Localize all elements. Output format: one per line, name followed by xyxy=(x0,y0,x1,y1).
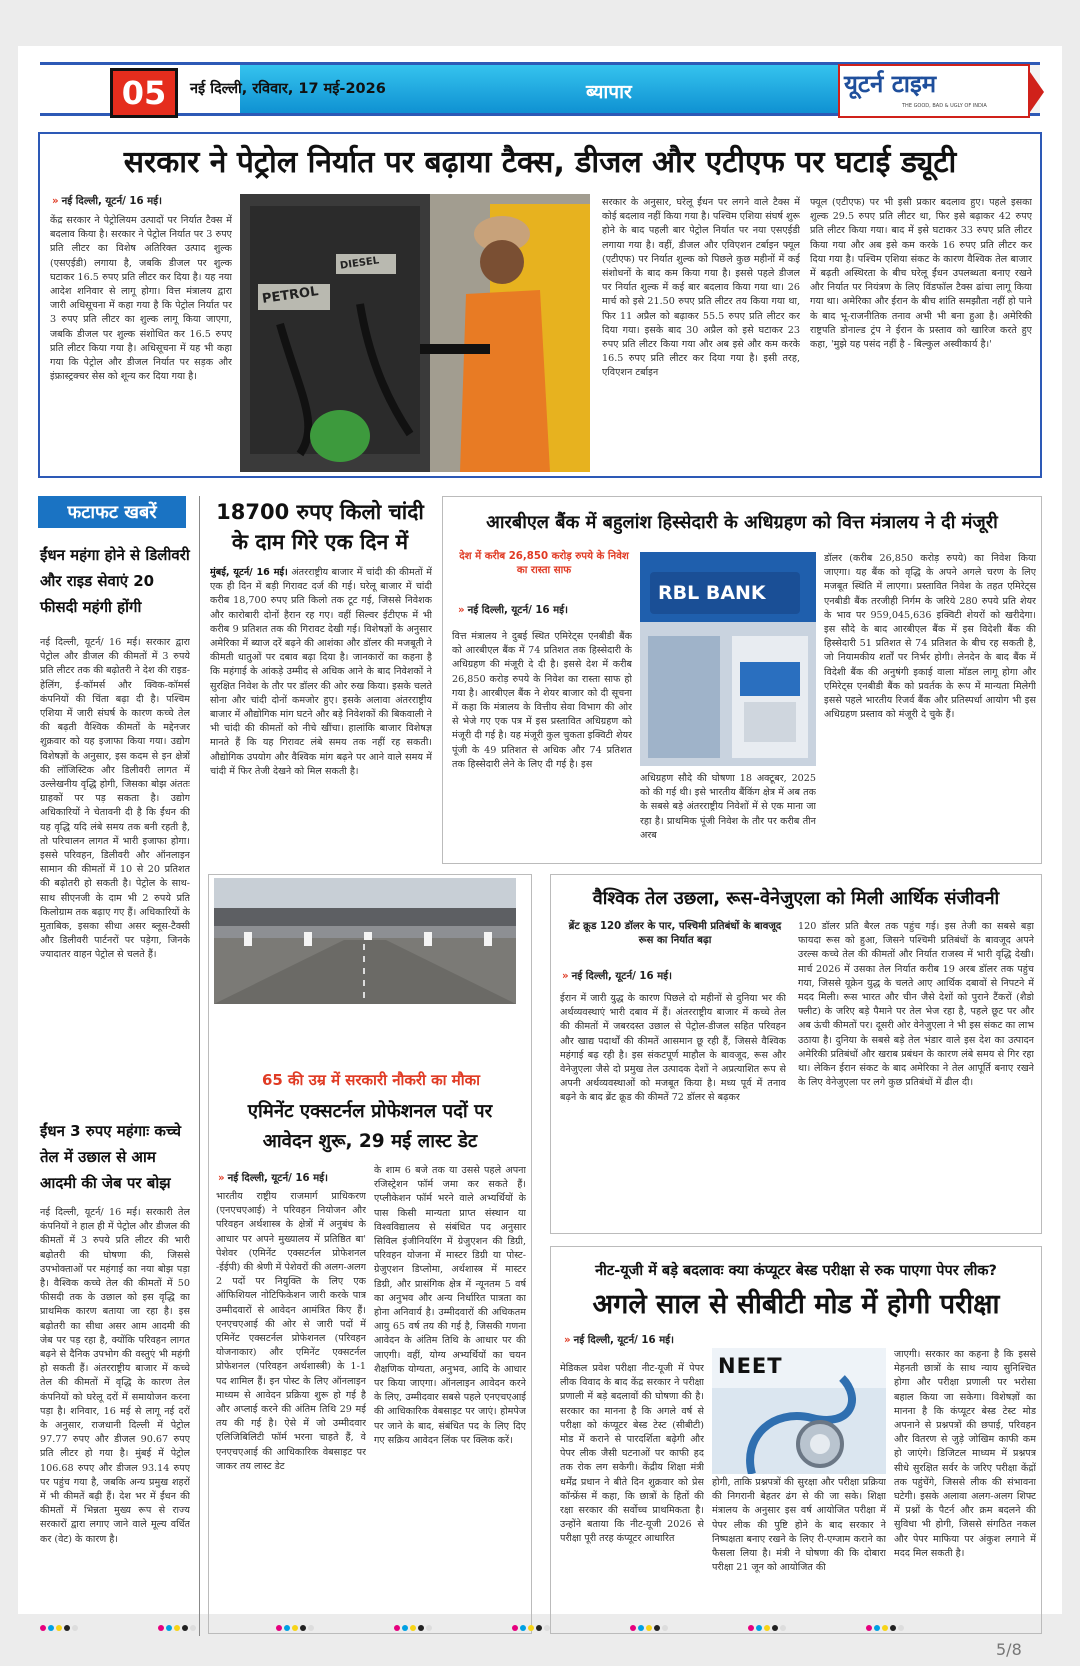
rbl-dateline xyxy=(458,602,568,616)
page-number-badge xyxy=(110,68,178,118)
registration-marks-3 xyxy=(276,1625,314,1631)
neet-headline: अगले साल से सीबीटी मोड में होगी परीक्षा xyxy=(592,1289,1000,1320)
logo-tagline: THE GOOD, BAD & UGLY OF INDIA xyxy=(902,103,987,109)
nhai-col-2: के शाम 6 बजे तक या उससे पहले अपना रजिस्ट्रेशन फॉर्म जमा कर सकते हैं। एप्लीकेशन फॉर्म भरने वाले अभ्यर्थियों के पास किसी मान्यता प्राप्त संस्थान या विश्वविद्यालय से संबंधित पद अनुसार सिविल इंजीनियरिंग में ग्रेजुएशन की डिग्री, परिवहन योजना में मास्टर डिग्री या पोस्ट-ग्रेजुएशन डिप्लोमा, अर्थशास्त्र में मास्टर डिग्री, और प्रासंगिक क्षेत्र में न्यूनतम 5 वर्ष का अनुभव और अन्य निर्धारित पात्रता का होना अनिवार्य है। उम्मीदवारों की अधिकतम आयु 65 वर्ष तय की गई है, जिसकी गणना आवेदन के अंतिम तिथि के आधार पर की जाएगी। वहीं, योग्य अभ्यर्थियों का चयन शैक्षणिक योग्यता, अनुभव, आदि के आधार पर किया जाएगा। ऑनलाइन आवेदन करने के लिए, उम्मीदवार सबसे पहले एनएचएआई की आधिकारिक वेबसाइट पर जाएं। होमपेज पर जाने के बाद, संबंधित पद के लिए दिए गए सक्रिय आवेदन लिंक पर क्लिक करें। xyxy=(374,1165,526,1446)
logo-arrow xyxy=(1030,72,1044,112)
fatafat-story-2-headline: ईंधन 3 रुपए महंगाः कच्चे तेल में उछाल से आम आदमी की जेब पर बोझ xyxy=(40,1122,182,1192)
page-indicator: 5/8 xyxy=(996,1640,1022,1659)
oil-col-2: 120 डॉलर प्रति बैरल तक पहुंच गई। इस तेजी का सबसे बड़ा फायदा रूस को हुआ, जिसने पश्चिमी प्रतिबंधों के बावजूद अपने उरल्स कच्चे तेल की कीमतों और निर्यात राजस्व में भारी वृद्धि देखी। मार्च 2026 में उसका तेल निर्यात करीब 19 अरब डॉलर तक पहुंच गया, जिससे यूक्रेन युद्ध के चलते आए आर्थिक दबावों से निपटने में मदद मिली। रूस भारत और चीन जैसे देशों को पुराने टैंकरों (शैडो फ्लीट) के जरिए बड़े पैमाने पर तेल भेज रहा है, पहले छूट पर और अब ऊंची कीमतों पर। दूसरी ओर वेनेजुएला ने भी इस संकट का लाभ उठाया है। दुनिया के सबसे बड़े तेल भंडार वाले इस देश का उत्पादन अमेरिकी प्रतिबंधों और खराब प्रबंधन के कारण लंबे समय से गिर रहा था। लेकिन ईरान संकट के बाद अमेरिका ने तेल आपूर्ति बनाए रखने के लिए वेनेजुएला पर लगे कुछ प्रतिबंधों में ढील दी। xyxy=(798,921,1034,1089)
rbl-col-2: अधिग्रहण सौदे की घोषणा 18 अक्टूबर, 2025 को की गई थी। इसे भारतीय बैंकिंग क्षेत्र में अब तक के सबसे बड़े अंतरराष्ट्रीय निवेशों में से एक माना जा रहा है। प्राथमिक पूंजी निवेश के तौर पर करीब तीन अरब xyxy=(640,773,816,841)
registration-marks-4 xyxy=(394,1625,432,1631)
fatafat-story-2-text: नई दिल्ली, यूटर्न/ 16 मई। सरकारी तेल कंपनियों ने हाल ही में पेट्रोल और डीजल की कीमतों में 3 रुपये प्रति लीटर की भारी बढ़ोतरी की घोषणा की, जिससे उपभोक्ताओं पर महंगाई का नया बोझ पड़ा है। वैश्विक कच्चे तेल की कीमतों में 50 फीसदी तक के उछाल को इस वृद्धि का प्राथमिक कारण बताया जा रहा है। इस बढ़ोतरी का सीधा असर आम आदमी की जेब पर पड़ रहा है, क्योंकि परिवहन लागत बढ़ने से दैनिक उपभोग की वस्तुएं भी महंगी हो सकती हैं। अंतरराष्ट्रीय बाजार में कच्चे तेल की कीमतों में वृद्धि के कारण तेल कंपनियों को घरेलू दरों में समायोजन करना पड़ा है। शनिवार, 16 मई से लागू नई दरों के अनुसार, राजधानी दिल्ली में पेट्रोल 97.77 रुपए और डीजल 90.67 रुपए प्रति लीटर हो गया है। मुंबई में पेट्रोल 106.68 रुपए और डीजल 93.14 रुपए पर पहुंच गया है, जबकि अन्य प्रमुख शहरों में भी कीमतें बढ़ी हैं। देश भर में ईंधन की कीमतों में भिन्नता मुख्य रूप से राज्य सरकारों द्वारा लगाए जाने वाले मूल्य वर्धित कर (वेट) के कारण है। xyxy=(40,1207,190,1545)
oil-dateline-text: नई दिल्ली, यूटर्न/ 16 मई। xyxy=(571,971,673,982)
neet-col-1: मेडिकल प्रवेश परीक्षा नीट-यूजी में पेपर लीक विवाद के बाद केंद्र सरकार ने परीक्षा प्रणाली में बड़े बदलावों की घोषणा की है। सरकार का मानना है कि अगले वर्ष से परीक्षा को कंप्यूटर बेस्ड टेस्ट (सीबीटी) मोड में कराने से पारदर्शिता बढ़ेगी और पेपर लीक जैसी घटनाओं पर काफी हद तक रोक लग सकेगी। केंद्रीय शिक्षा मंत्री धर्मेंद्र प्रधान ने बीते दिन शुक्रवार को प्रेस कॉन्फ्रेंस में कहा, कि छात्रों के हितों की रक्षा सरकार की सर्वोच्च प्राथमिकता है। उन्होंने बताया कि नीट-यूजी 2026 से परीक्षा पूरी तरह कंप्यूटर आधारित xyxy=(560,1363,704,1545)
rbl-kicker: देश में करीब 26,850 करोड़ रुपये के निवेश का रास्ता साफ xyxy=(459,551,629,576)
nhai-dateline-text: नई दिल्ली, यूटर्न/ 16 मई। xyxy=(227,1173,329,1184)
nhai-headline-line-2: आवेदन शुरू, 29 मई लास्ट डेट xyxy=(262,1131,478,1152)
neet-dateline-text: नई दिल्ली, यूटर्न/ 16 मई। xyxy=(573,1335,675,1346)
nhai-kicker: 65 की उम्र में सरकारी नौकरी का मौका xyxy=(261,1071,481,1089)
rbl-photo-label: RBL BANK xyxy=(658,582,766,604)
fatafat-story-1-text: नई दिल्ली, यूटर्न/ 16 मई। सरकार द्वारा पेट्रोल और डीजल की कीमतों में 3 रुपये प्रति लीटर तक की बढ़ोतरी ने देश की राइड-हेलिंग, ई-कॉमर्स और क्विक-कॉमर्स कंपनियों की चिंता बढ़ा दी है। पश्चिम एशिया में जारी संघर्ष के कारण कच्चे तेल की बढ़ती वैश्विक कीमतों के मद्देनजर शुक्रवार को यह इजाफा किया गया। उद्योग विशेषज्ञों के अनुसार, इस कदम से इन क्षेत्रों की लॉजिस्टिक और डिलीवरी लागत में उल्लेखनीय वृद्धि होगी, जिसका बोझ अंततः ग्राहकों पर पड़ सकता है। उद्योग अधिकारियों ने चेतावनी दी है कि ईंधन की यह वृद्धि यदि लंबे समय तक बनी रहती है, तो परिचालन लागत में भारी इजाफा होगा। इससे परिवहन, डिलीवरी और ऑनलाइन सामान की कीमतों में 10 से 20 प्रतिशत की बढ़ोतरी हो सकती है। पेट्रोल के साथ-साथ सीएनजी के दाम भी 2 रुपये प्रति किलोग्राम तक बढ़ाए गए हैं। अधिकारियों के मुताबिक, इसका सीधा असर ब्लूस-टैक्सी और डिलीवरी पार्टनरों पर पड़ेगा, जिनके ज्यादातर वाहन पेट्रोल से चलते हैं। xyxy=(40,637,190,961)
rbl-col-3: डॉलर (करीब 26,850 करोड़ रुपये) का निवेश किया जाएगा। यह बैंक को वृद्धि के अपने अगले चरण के लिए मजबूत स्थिति में लाएगा। प्रस्तावित निवेश के तहत एमिरेट्स एनबीडी बैंक तरजीही निर्गम के जरिये 280 रुपये प्रति शेयर के भाव पर 959,045,636 इक्विटी शेयरों को खरीदेगा। इस सौदे के बाद आरबीएल बैंक में इस विदेशी बैंक की हिस्सेदारी 51 प्रतिशत से 74 प्रतिशत के बीच रह सकती है, जो नियामकीय शर्तों पर निर्भर होगी। लेनदेन के बाद बैंक में विदेशी बैंक की अनुषंगी इकाई वाला मॉडल लागू होगा और एमिरेट्स एनबीडी बैंक को प्रवर्तक के रूप में मान्यता मिलेगी इससे पहले भारतीय रिजर्व बैंक और प्रतिस्पर्धा आयोग भी इस अधिग्रहण प्रस्ताव को मंजूरी दे चुके हैं। xyxy=(824,553,1036,721)
toll-plaza-illustration xyxy=(214,878,516,1004)
petrol-pump-illustration xyxy=(240,194,590,472)
oil-kicker: ब्रेंट क्रूड 120 डॉलर के पार, पश्चिमी प्रतिबंधों के बावजूद रूस का निर्यात बढ़ा xyxy=(568,921,782,946)
dateline-chevron-icon: » xyxy=(218,1173,225,1184)
page-number: 05 xyxy=(121,74,167,112)
neet-photo-label: NEET xyxy=(718,1354,783,1378)
photo-label-petrol: PETROL xyxy=(261,284,320,307)
dateline-chevron-icon: » xyxy=(564,1335,571,1346)
registration-marks-7 xyxy=(748,1625,786,1631)
lead-col-1: केंद्र सरकार ने पेट्रोलियम उत्पादों पर निर्यात टैक्स में बदलाव किया है। सरकार ने पेट्रोल निर्यात पर 3 रुपए प्रति लीटर का विशेष अतिरिक्त उत्पाद शुल्क (एसएईडी) लगाया है, जबकि डीजल पर शुल्क घटाकर 16.5 रुपए प्रति लीटर कर दिया है। यह नया आदेश शनिवार से लागू होगा। वित्त मंत्रालय द्वारा जारी अधिसूचना में कहा गया है कि पेट्रोल निर्यात पर 3 रुपए प्रति लीटर का शुल्क लागू किया जाएगा, जबकि डीजल पर शुल्क संशोधित कर 16.5 रुपए प्रति लीटर किया गया है। अधिसूचना में यह भी कहा गया कि पेट्रोल और डीजल निर्यात पर सड़क और इंफ्रास्ट्रक्चर सेस को शून्य कर दिया गया है। xyxy=(50,215,232,383)
neet-dateline xyxy=(564,1332,674,1346)
masthead-dateline: नई दिल्ली, रविवार, 17 मई-2026 xyxy=(190,81,386,97)
silver-headline-line-2: के दाम गिरे एक दिन में xyxy=(231,530,409,554)
silver-headline-line-1: 18700 रुपए किलो चांदी xyxy=(216,500,424,524)
dateline-chevron-icon: » xyxy=(458,605,465,616)
logo-text: यूटर्न टाइम xyxy=(844,70,937,98)
lead-headline: सरकार ने पेट्रोल निर्यात पर बढ़ाया टैक्स, डीजल और एटीएफ पर घटाई ड्यूटी xyxy=(123,145,957,180)
logo-box xyxy=(838,64,1030,118)
neet-col-2: होगी, ताकि प्रश्नपत्रों की सुरक्षा और परीक्षा प्रक्रिया की निगरानी बेहतर ढंग से की जा सके। शिक्षा मंत्रालय के अनुसार इस वर्ष आयोजित परीक्षा में पेपर लीक की पुष्टि होने के बाद सरकार ने निष्पक्षता बनाए रखने के लिए री-एग्जाम कराने का फैसला लिया है। मंत्री ने घोषणा की कि दोबारा परीक्षा 21 जून को आयोजित की xyxy=(712,1477,886,1574)
lead-dateline-text: नई दिल्ली, यूटर्न/ 16 मई। xyxy=(61,196,163,207)
registration-marks-1 xyxy=(40,1625,78,1631)
lead-col-3: फ्यूल (एटीएफ) पर भी इसी प्रकार बदलाव हुए। पहले इसका शुल्क 29.5 रुपए प्रति लीटर था, फिर इसे बढ़ाकर 42 रुपए प्रति लीटर किया गया। बाद में इसे घटाकर 33 रुपए प्रति लीटर किया गया और अब इसे कम करके 16 रुपए प्रति लीटर कर दिया गया है। पश्चिम एशिया संकट के कारण वैश्विक तेल बाजार में बढ़ती अस्थिरता के बीच घरेलू ईंधन उपलब्धता बनाए रखने और निर्यात पर नियंत्रण के लिए विंडफॉल टैक्स ढांचा लागू किया गया था। अमेरिका और ईरान के बीच शांति समझौता नहीं हो पाने के बाद भू-राजनीतिक तनाव अभी भी बना हुआ है। अमेरिकी राष्ट्रपति डोनाल्ड ट्रंप ने ईरान के प्रस्ताव को खारिज करते हुए कहा, 'मुझे यह पसंद नहीं है - बिल्कुल अस्वीकार्य है।' xyxy=(810,197,1032,351)
oil-headline: वैश्विक तेल उछला, रूस-वेनेजुएला को मिली आर्थिक संजीवनी xyxy=(592,888,1000,909)
fatafat-banner-text: फटाफट खबरें xyxy=(67,502,157,523)
nhai-headline-line-1: एमिनेंट एक्सटर्नल प्रोफेशनल पदों पर xyxy=(247,1101,493,1122)
registration-marks-8 xyxy=(866,1625,904,1631)
rbl-bank-photo xyxy=(640,552,816,766)
neet-col-3: जाएगी। सरकार का कहना है कि इससे मेहनती छात्रों के साथ न्याय सुनिश्चित होगा और परीक्षा प्रणाली पर भरोसा बहाल किया जा सकेगा। विशेषज्ञों का मानना है कि कंप्यूटर बेस्ड टेस्ट मोड अपनाने से प्रश्नपत्रों की छपाई, परिवहन और वितरण से जुड़े जोखिम काफी कम हो जाएंगे। डिजिटल माध्यम में प्रश्नपत्र सीधे सुरक्षित सर्वर के जरिए परीक्षा केंद्रों तक पहुंचेंगे, जिससे लीक की संभावना घटेगी। इसके अलावा अलग-अलग शिफ्ट में प्रश्नों के पैटर्न और क्रम बदलने की सुविधा भी होगी, जिससे संगठित नकल और पेपर माफिया पर अंकुश लगाने में मदद मिल सकती है। xyxy=(894,1349,1036,1559)
dateline-chevron-icon: » xyxy=(562,971,569,982)
lead-dateline xyxy=(52,193,162,207)
rbl-dateline-text: नई दिल्ली, यूटर्न/ 16 मई। xyxy=(467,605,569,616)
nhai-col-1: भारतीय राष्ट्रीय राजमार्ग प्राधिकरण (एनएचएआई) ने परिवहन नियोजन और परिवहन अर्थशास्त्र के क्षेत्रों में अनुबंध के आधार पर अपने मुख्यालय में प्रतिष्ठित बा' पेशेवर (एमिनेंट एक्सटर्नल प्रोफेशनल -ईईपी) की श्रेणी में पेशेवरों की अलग-अलग 2 पदों पर नियुक्ति के लिए एक ऑफिशियल नोटिफिकेशन जारी करके पात्र उम्मीदवारों से आवेदन आमंत्रित किए हैं। एनएचएआई की ओर से जारी पदों में एमिनेंट एक्सटर्नल प्रोफेशनल (परिवहन योजनाकार) और एमिनेंट एक्सटर्नल प्रोफेशनल (परिवहन अर्थशास्त्री) के 1-1 पद शामिल हैं। इन पोस्ट के लिए ऑनलाइन माध्यम से आवेदन प्रक्रिया शुरू हो गई है और अप्लाई करने की अंतिम तिथि 29 मई तय की गई है। ऐसे में जो उम्मीदवार एलिजिबिलिटी फॉर्म भरना चाहते हैं, वे एनएचएआई की आधिकारिक वेबसाइट पर जाकर तय लास्ट डेट xyxy=(216,1191,366,1472)
registration-marks-6 xyxy=(630,1625,668,1631)
neet-stethoscope-photo xyxy=(712,1348,886,1474)
silver-body: अंतरराष्ट्रीय बाजार में चांदी की कीमतों में एक ही दिन में बड़ी गिरावट दर्ज की गई। घरेलू बाजार में चांदी करीब 18,700 रुपए प्रति किलो तक टूट गई, जिससे निवेशक और कारोबारी दोनों हैरान रह गए। वहीं सिल्वर ईटीएफ में भी करीब 9 प्रतिशत तक की गिरावट देखी गई। विशेषज्ञों के अनुसार अमेरिका में ब्याज दरें बढ़ने की आशंका और डॉलर की मजबूती ने कीमती धातुओं पर दबाव बढ़ा दिया है। जानकारों का कहना है कि महंगाई के आंकड़े उम्मीद से अधिक आने के बाद निवेशकों ने सुरक्षित निवेश के तौर पर डॉलर की ओर रुख किया। इसके चलते सोना और चांदी दोनों कमजोर हुए। इसके अलावा अंतरराष्ट्रीय बाजार में औद्योगिक मांग घटने और बड़े निवेशकों की बिकवाली ने भी चांदी की कीमतों को नीचे खींचा। हालांकि बाजार विशेषज्ञ मानते हैं कि यह गिरावट लंबे समय तक नहीं रह सकती। औद्योगिक उपयोग और वैश्विक मांग बढ़ने पर आने वाले समय में चांदी में फिर तेजी देखने को मिल सकती है। xyxy=(210,567,432,777)
dateline-chevron-icon: » xyxy=(52,196,59,207)
rbl-headline: आरबीएल बैंक में बहुलांश हिस्सेदारी के अधिग्रहण को वित्त मंत्रालय ने दी मंजूरी xyxy=(486,512,998,533)
fatafat-divider xyxy=(199,496,200,1636)
nhai-toll-plaza-photo xyxy=(214,878,516,1004)
newspaper-page xyxy=(18,46,1062,1614)
lead-photo-petrol-pump xyxy=(240,194,590,472)
fatafat-story-1-headline: ईंधन महंगा होने से डिलीवरी और राइड सेवाएं 20 फीसदी महंगी होंगी xyxy=(40,546,190,616)
oil-col-1: ईरान में जारी युद्ध के कारण पिछले दो महीनों से दुनिया भर की अर्थव्यवस्थाएं भारी दबाव में हैं। अंतरराष्ट्रीय बाजार में कच्चे तेल की कीमतों में जबरदस्त उछाल से पेट्रोल-डीजल सहित परिवहन और खाद्य पदार्थों की कीमतें आसमान छू रही हैं, जिससे वैश्विक महंगाई बढ़ रही है। इस संकटपूर्ण माहौल के बावजूद, रूस और वेनेजुएला जैसे दो प्रमुख तेल उत्पादक देशों ने अप्रत्याशित रूप से अपनी अर्थव्यवस्थाओं को मजबूत किया है। मध्य पूर्व में तनाव बढ़ने के बाद ब्रेंट क्रूड की कीमतें 72 डॉलर से बढ़कर xyxy=(560,993,786,1104)
silver-text xyxy=(210,566,432,910)
lead-col-2: सरकार के अनुसार, घरेलू ईंधन पर लगने वाले टैक्स में कोई बदलाव नहीं किया गया है। पश्चिम एशिया संघर्ष शुरू होने के बाद पहली बार पेट्रोल निर्यात पर नया एसएईडी लगाया गया है। वहीं, डीजल और एविएशन टर्बाइन फ्यूल (एटीएफ) पर निर्यात शुल्क को पिछले कुछ महीनों में कई संशोधनों के बाद कम किया गया है। इससे पहले डीजल पर निर्यात शुल्क में कई बार बदलाव किया गया था। 26 मार्च को इसे 21.50 रुपए प्रति लीटर तय किया गया था, फिर 11 अप्रैल को बढ़ाकर 55.5 रुपए प्रति लीटर कर दिया गया। इसके बाद 30 अप्रैल को इसे घटाकर 23 रुपए प्रति लीटर किया गया और अब इसे और कम करके 16.5 रुपए प्रति लीटर कर दिया गया है। इसी तरह, एविएशन टर्बाइन xyxy=(602,197,800,379)
rbl-col-1: वित्त मंत्रालय ने दुबई स्थित एमिरेट्स एनबीडी बैंक को आरबीएल बैंक में 74 प्रतिशत तक हिस्सेदारी के अधिग्रहण की मंजूरी दे दी है। इससे देश में करीब 26,850 करोड़ रुपये के निवेश का रास्ता साफ हो गया है। आरबीएल बैंक ने शेयर बाजार को दी सूचना में कहा कि मंत्रालय के वित्तीय सेवा विभाग की ओर से भेजे गए एक पत्र में इस प्रस्तावित अधिग्रहण को मंजूरी दी गई है। यह मंजूरी कुल चुकता इक्विटी शेयर पूंजी के 49 प्रतिशत से अधिक और 74 प्रतिशत तक हिस्सेदारी लेने के लिए दी गई है। इस xyxy=(452,631,632,770)
silver-dateline: मुंबई, यूटर्न/ 16 मई। xyxy=(210,567,288,578)
neet-kicker: नीट-यूजी में बड़े बदलावः क्या कंप्यूटर बेस्ड परीक्षा से रुक पाएगा पेपर लीक? xyxy=(595,1263,997,1279)
nhai-dateline xyxy=(218,1170,328,1184)
registration-marks-2 xyxy=(158,1625,196,1631)
photo-label-diesel: DIESEL xyxy=(339,255,380,272)
registration-marks-5 xyxy=(512,1625,550,1631)
fatafat-banner xyxy=(38,496,186,528)
oil-dateline xyxy=(562,968,672,982)
section-name: ब्यापार xyxy=(586,81,632,103)
